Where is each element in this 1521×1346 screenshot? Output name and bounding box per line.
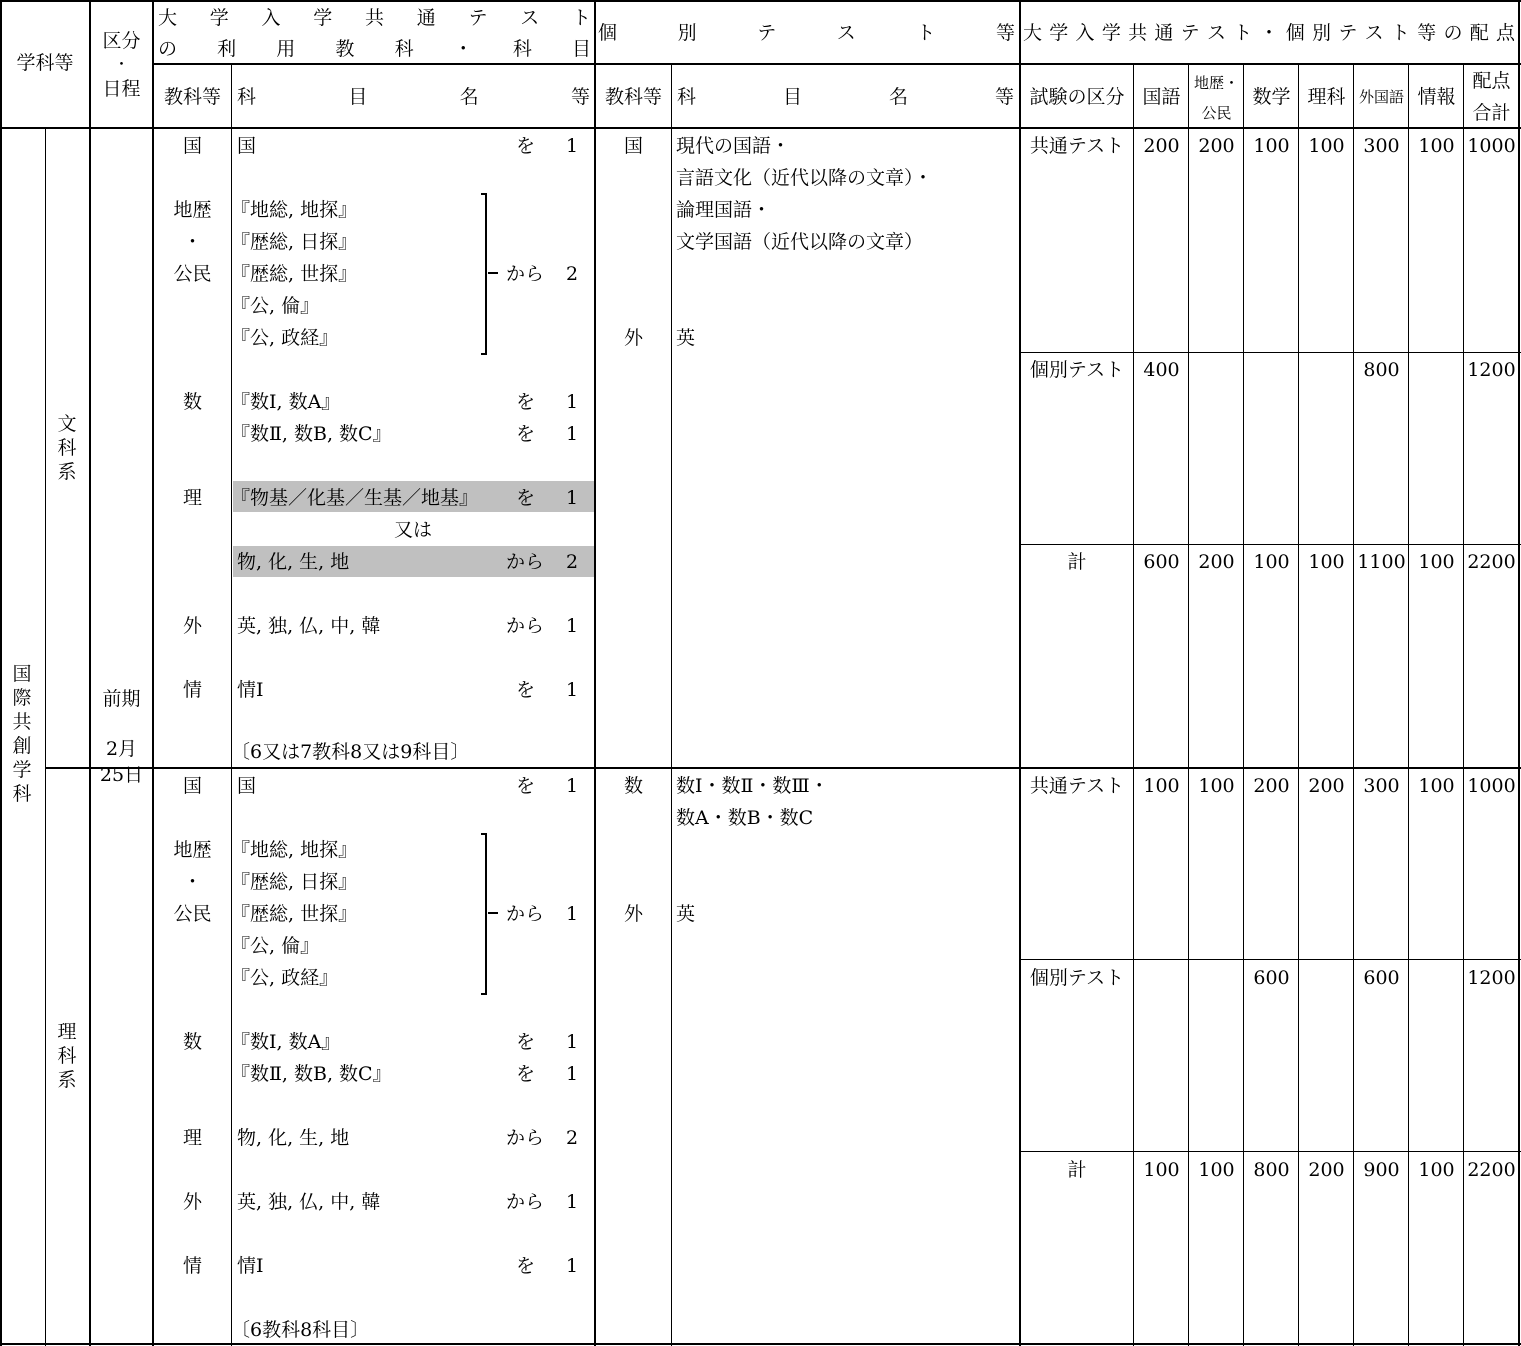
rika-subj-gai: 英, 独, 仏, 中, 韓 <box>237 1191 381 1213</box>
score-title-char: ス <box>1364 22 1384 44</box>
common-test-title-char: 学 <box>313 7 333 29</box>
header-indiv-category: 教科等 <box>604 86 662 108</box>
score-cell: 100 <box>1308 135 1345 157</box>
bunka-cat-sugaku: 数 <box>182 391 202 413</box>
common-test-title-char: 入 <box>261 7 281 29</box>
common-test-subtitle-char: 教 <box>335 38 355 60</box>
score-cell: 400 <box>1143 359 1180 381</box>
individual-test-title-char: 個 <box>598 22 618 44</box>
score-cell: 100 <box>1198 1159 1235 1181</box>
vertical-label-char: 科 <box>57 1045 77 1067</box>
bunka-count: 1 <box>566 615 579 637</box>
common-test-subtitle-char: 科 <box>512 38 532 60</box>
common-test-title-char: ト <box>572 7 592 29</box>
score-title-char: ト <box>1233 22 1253 44</box>
bunka-cat-dot: ・ <box>182 231 202 253</box>
score-cell: 800 <box>1253 1159 1290 1181</box>
rika-count: 1 <box>566 1255 579 1277</box>
rika-label <box>55 1020 79 1092</box>
common-test-title-char: 通 <box>416 7 436 29</box>
score-cell: 900 <box>1363 1159 1400 1181</box>
bunka-subj-rika-b: 物, 化, 生, 地 <box>237 551 350 573</box>
rika-subj-chireki-5: 『公, 政経』 <box>231 967 339 989</box>
rika-count: 1 <box>566 1191 579 1213</box>
subject-name-header-char: 科 <box>237 86 257 108</box>
rika-cat-chireki: 地歴 <box>173 839 212 861</box>
bunka-indiv-line: 文学国語（近代以降の文章） <box>676 231 924 253</box>
bunka-indiv-line: 英 <box>676 327 696 349</box>
header-dept: 学科等 <box>16 52 74 74</box>
score-title-char: 等 <box>1417 22 1437 44</box>
header-division: 区分 <box>102 30 141 52</box>
header-kokugo: 国語 <box>1142 86 1181 108</box>
exam-type-cell: 共通テスト <box>1029 135 1125 157</box>
score-cell: 100 <box>1418 775 1455 797</box>
score-title-char: テ <box>1180 22 1200 44</box>
rika-op: から <box>506 1191 545 1213</box>
bunka-subj-kokugo: 国 <box>237 135 257 157</box>
individual-test-title-char: 等 <box>996 22 1016 44</box>
bunka-indiv-line: 論理国語・ <box>676 199 772 221</box>
rika-indiv-cat: 外 <box>623 903 643 925</box>
rika-cat-joho: 情 <box>182 1255 202 1277</box>
exam-type-cell: 計 <box>1067 551 1087 573</box>
bunka-count: 1 <box>566 679 579 701</box>
rika-count: 1 <box>566 775 579 797</box>
score-cell: 100 <box>1198 775 1235 797</box>
rika-op: から <box>506 1127 545 1149</box>
common-test-subtitle-char: 科 <box>394 38 414 60</box>
rika-subj-joho: 情Ⅰ <box>237 1255 264 1277</box>
score-cell: 600 <box>1143 551 1180 573</box>
score-cell: 1000 <box>1467 135 1516 157</box>
score-title-char: の <box>1443 22 1463 44</box>
rika-indiv-line: 数Ⅰ・数Ⅱ・数Ⅲ・ <box>676 775 829 797</box>
score-title-char: 配 <box>1469 22 1489 44</box>
rika-cat-dot: ・ <box>182 871 202 893</box>
score-title-char: 共 <box>1128 22 1148 44</box>
header-exam-type: 試験の区分 <box>1029 86 1125 108</box>
bunka-or: 又は <box>393 519 432 541</box>
common-test-title-char: 共 <box>365 7 385 29</box>
subject-name-header-char: 等 <box>571 86 591 108</box>
common-test-subtitle-char: の <box>158 38 178 60</box>
score-cell: 100 <box>1143 1159 1180 1181</box>
bunka-subj-chireki-4: 『公, 倫』 <box>231 295 320 317</box>
vertical-label-char: 系 <box>57 1069 77 1091</box>
rika-op: を <box>516 1255 536 1277</box>
header-joho: 情報 <box>1417 86 1456 108</box>
common-test-title-char: 大 <box>158 7 178 29</box>
score-cell: 1200 <box>1467 359 1516 381</box>
bunka-count: 1 <box>566 487 579 509</box>
rika-subj-chireki-1: 『地総, 地探』 <box>231 839 358 861</box>
bunka-indiv-line: 現代の国語・ <box>676 135 791 157</box>
bunka-op: を <box>516 679 536 701</box>
vertical-label-char: 文 <box>57 413 77 435</box>
indiv-name-header-char: 等 <box>995 86 1015 108</box>
vertical-label-char: 科 <box>57 437 77 459</box>
rika-indiv-line: 英 <box>676 903 696 925</box>
bunka-op: から <box>506 615 545 637</box>
exam-type-cell: 個別テスト <box>1029 359 1125 381</box>
bunka-count: 1 <box>566 423 579 445</box>
score-title-char: 別 <box>1312 22 1332 44</box>
rika-subj-kokugo: 国 <box>237 775 257 797</box>
score-cell: 200 <box>1308 775 1345 797</box>
header-sugaku: 数学 <box>1252 86 1291 108</box>
score-title-char: 学 <box>1049 22 1069 44</box>
score-cell: 300 <box>1363 775 1400 797</box>
rika-count: 1 <box>566 1031 579 1053</box>
score-title-char: 通 <box>1154 22 1174 44</box>
bunka-note: 〔6又は7教科8又は9科目〕 <box>231 741 470 763</box>
score-title-char: ト <box>1390 22 1410 44</box>
bunka-cat-kokugo: 国 <box>182 135 202 157</box>
header-division-dot: ・ <box>113 55 129 73</box>
rika-subj-math-1: 『数Ⅰ, 数A』 <box>231 1031 341 1053</box>
common-test-subtitle-char: 利 <box>217 38 237 60</box>
score-title-char: 入 <box>1075 22 1095 44</box>
rika-cat-komin: 公民 <box>173 903 212 925</box>
exam-type-cell: 計 <box>1067 1159 1087 1181</box>
schedule-month: 2月 <box>105 738 138 760</box>
brace-icon <box>481 193 487 355</box>
score-cell: 200 <box>1308 1159 1345 1181</box>
common-test-subtitle-char: 用 <box>276 38 296 60</box>
bunka-op: から <box>506 551 545 573</box>
indiv-name-header-char: 名 <box>889 86 909 108</box>
header-total-2: 合計 <box>1472 102 1511 124</box>
score-cell: 600 <box>1363 967 1400 989</box>
bunka-count: 1 <box>566 135 579 157</box>
score-cell: 2200 <box>1467 1159 1516 1181</box>
score-title-char: ス <box>1206 22 1226 44</box>
common-test-title-char: 学 <box>209 7 229 29</box>
vertical-label-char: 共 <box>12 711 32 733</box>
score-cell: 100 <box>1418 551 1455 573</box>
bunka-subj-chireki-3: 『歴総, 世探』 <box>231 263 358 285</box>
score-cell: 300 <box>1363 135 1400 157</box>
score-cell: 200 <box>1198 551 1235 573</box>
header-gaikokugo: 外国語 <box>1358 88 1404 106</box>
rika-subj-chireki-2: 『歴総, 日探』 <box>231 871 358 893</box>
individual-test-title-char: ト <box>916 22 936 44</box>
bunka-cat-rika: 理 <box>182 487 202 509</box>
bunka-subj-chireki-1: 『地総, 地探』 <box>231 199 358 221</box>
bunka-op: から <box>506 263 545 285</box>
score-cell: 200 <box>1198 135 1235 157</box>
score-title-char: 学 <box>1101 22 1121 44</box>
bunka-op: を <box>516 423 536 445</box>
bunka-op: を <box>516 391 536 413</box>
bunka-subj-chireki-2: 『歴総, 日探』 <box>231 231 358 253</box>
rika-op: を <box>516 1063 536 1085</box>
score-cell: 100 <box>1418 135 1455 157</box>
indiv-name-header-char: 目 <box>783 86 803 108</box>
schedule-day: 25日 <box>99 764 144 786</box>
bunka-subj-gai: 英, 独, 仏, 中, 韓 <box>237 615 381 637</box>
rika-cat-rika: 理 <box>182 1127 202 1149</box>
score-cell: 600 <box>1253 967 1290 989</box>
bunka-subj-joho: 情Ⅰ <box>237 679 264 701</box>
score-title-char: 大 <box>1023 22 1043 44</box>
common-test-title-char: ス <box>520 7 540 29</box>
bunka-indiv-cat: 外 <box>623 327 643 349</box>
score-title-char: ・ <box>1259 22 1279 44</box>
rika-count: 1 <box>566 903 579 925</box>
score-cell: 200 <box>1143 135 1180 157</box>
individual-test-title-char: ス <box>836 22 856 44</box>
score-cell: 100 <box>1418 1159 1455 1181</box>
bunka-indiv-cat: 国 <box>623 135 643 157</box>
subject-name-header-char: 名 <box>459 86 479 108</box>
bunka-op: を <box>516 487 536 509</box>
score-cell: 100 <box>1143 775 1180 797</box>
subject-name-header-char: 目 <box>348 86 368 108</box>
common-test-subtitle-char: 目 <box>572 38 592 60</box>
exam-type-cell: 共通テスト <box>1029 775 1125 797</box>
score-cell: 100 <box>1253 135 1290 157</box>
rika-note: 〔6教科8科目〕 <box>231 1319 370 1341</box>
bunka-op: を <box>516 135 536 157</box>
header-subject-category: 教科等 <box>163 86 221 108</box>
vertical-label-char: 理 <box>57 1021 77 1043</box>
vertical-label-char: 際 <box>12 687 32 709</box>
common-test-title-char: テ <box>468 7 488 29</box>
bunka-subj-math-1: 『数Ⅰ, 数A』 <box>231 391 341 413</box>
common-test-subtitle-char: ・ <box>453 38 473 60</box>
rika-subj-rika: 物, 化, 生, 地 <box>237 1127 350 1149</box>
department-label <box>10 662 34 806</box>
bunka-label <box>55 412 79 484</box>
bunka-count: 2 <box>566 263 579 285</box>
rika-indiv-cat: 数 <box>623 775 643 797</box>
rika-cat-sugaku: 数 <box>182 1031 202 1053</box>
rika-cat-gai: 外 <box>182 1191 202 1213</box>
bunka-cat-joho: 情 <box>182 679 202 701</box>
header-total: 配点 <box>1472 70 1511 92</box>
schedule-term: 前期 <box>102 688 141 710</box>
vertical-label-char: 創 <box>12 735 32 757</box>
bunka-count: 2 <box>566 551 579 573</box>
rika-count: 2 <box>566 1127 579 1149</box>
score-cell: 200 <box>1253 775 1290 797</box>
brace-tick-icon <box>488 912 498 914</box>
vertical-label-char: 学 <box>12 759 32 781</box>
score-cell: 1100 <box>1357 551 1406 573</box>
score-title-char: 個 <box>1285 22 1305 44</box>
bunka-cat-chireki: 地歴 <box>173 199 212 221</box>
bunka-subj-chireki-5: 『公, 政経』 <box>231 327 339 349</box>
header-komin: 公民 <box>1201 104 1232 122</box>
header-rika: 理科 <box>1307 86 1346 108</box>
rika-subj-chireki-4: 『公, 倫』 <box>231 935 320 957</box>
score-cell: 2200 <box>1467 551 1516 573</box>
indiv-name-header-char: 科 <box>677 86 697 108</box>
individual-test-title-char: 別 <box>677 22 697 44</box>
rika-op: から <box>506 903 545 925</box>
score-title-char: テ <box>1338 22 1358 44</box>
exam-type-cell: 個別テスト <box>1029 967 1125 989</box>
bunka-cat-gai: 外 <box>182 615 202 637</box>
score-title-char: 点 <box>1496 22 1516 44</box>
bunka-subj-math-2: 『数Ⅱ, 数B, 数C』 <box>231 423 392 445</box>
rika-indiv-line: 数A・数B・数C <box>676 807 814 829</box>
score-cell: 100 <box>1253 551 1290 573</box>
bunka-count: 1 <box>566 391 579 413</box>
rika-subj-math-2: 『数Ⅱ, 数B, 数C』 <box>231 1063 392 1085</box>
brace-icon <box>481 833 487 995</box>
bunka-cat-komin: 公民 <box>173 263 212 285</box>
header-chireki: 地歴・ <box>1193 74 1239 92</box>
vertical-label-char: 科 <box>12 783 32 805</box>
header-schedule: 日程 <box>102 78 141 100</box>
vertical-label-char: 国 <box>12 663 32 685</box>
rika-op: を <box>516 775 536 797</box>
bunka-indiv-line: 言語文化（近代以降の文章）・ <box>676 167 933 189</box>
score-cell: 800 <box>1363 359 1400 381</box>
rika-count: 1 <box>566 1063 579 1085</box>
score-cell: 1000 <box>1467 775 1516 797</box>
rika-op: を <box>516 1031 536 1053</box>
vertical-label-char: 系 <box>57 461 77 483</box>
rika-subj-chireki-3: 『歴総, 世探』 <box>231 903 358 925</box>
bunka-subj-rika-a: 『物基／化基／生基／地基』 <box>231 487 479 509</box>
score-cell: 100 <box>1308 551 1345 573</box>
score-cell: 1200 <box>1467 967 1516 989</box>
brace-tick-icon <box>488 272 498 274</box>
individual-test-title-char: テ <box>757 22 777 44</box>
rika-cat-kokugo: 国 <box>182 775 202 797</box>
